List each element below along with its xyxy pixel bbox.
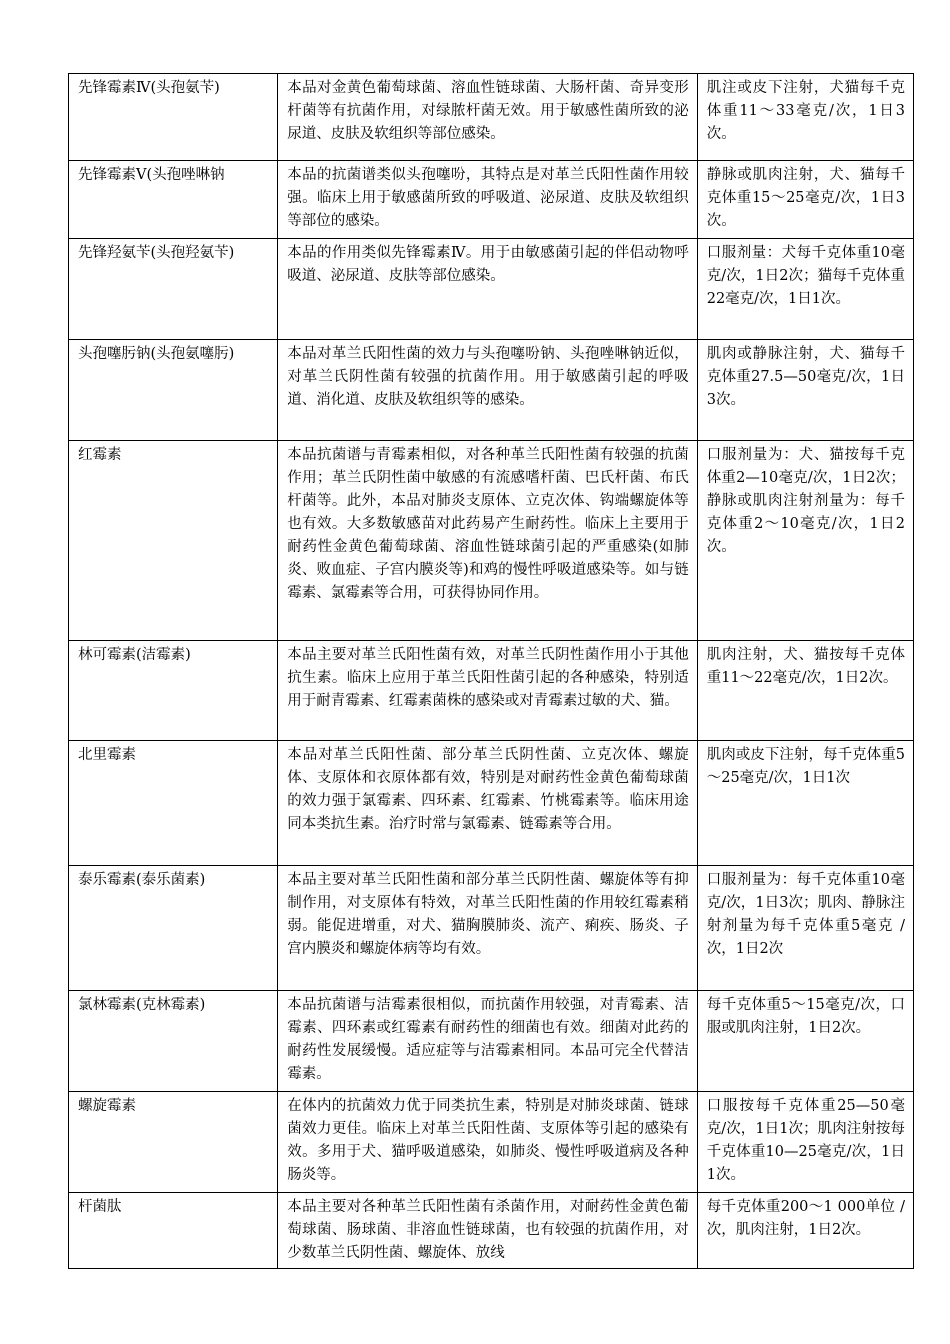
drug-dosage: 口服剂量为：犬、猫按每千克体重2—10毫克/次，1日2次；静脉或肌肉注射剂量为：每千克体重2～10毫克/次，1日2次。: [697, 441, 913, 641]
drug-description: 本品的抗菌谱类似头孢噻吩，其特点是对革兰氏阳性菌作用较强。临床上用于敏感菌所致的呼吸道、泌尿道、皮肤及软组织等部位的感染。: [278, 161, 697, 239]
drug-description: 本品对革兰氏阳性菌的效力与头孢噻吩钠、头孢唑啉钠近似，对革兰氏阴性菌有较强的抗菌作用。用于敏感菌引起的呼吸道、消化道、皮肤及软组织等的感染。: [278, 340, 697, 441]
drug-dosage: 每千克体重5～15毫克/次，口服或肌肉注射，1日2次。: [697, 991, 913, 1092]
drug-dosage: 口服剂量：犬每千克体重10毫克/次，1日2次；猫每千克体重22毫克/次，1日1次。: [697, 239, 913, 340]
drug-dosage: 肌肉注射，犬、猫按每千克体重11～22毫克/次，1日2次。: [697, 641, 913, 741]
drug-name: 杆菌肽: [69, 1193, 278, 1269]
drug-name: 泰乐霉素(泰乐菌素): [69, 866, 278, 991]
drug-dosage: 肌肉或皮下注射，每千克体重5～25毫克/次，1日1次: [697, 741, 913, 866]
table-row: [69, 74, 914, 161]
drug-description: 本品对金黄色葡萄球菌、溶血性链球菌、大肠杆菌、奇异变形杆菌等有抗菌作用，对绿脓杆菌无效。用于敏感性菌所致的泌尿道、皮肤及软组织等部位感染。: [278, 74, 697, 161]
table-row: [69, 239, 914, 340]
drug-description: 本品主要对革兰氏阳性菌和部分革兰氏阴性菌、螺旋体等有抑制作用，对支原体有特效，对革兰氏阳性菌的作用较红霉素稍弱。能促进增重，对犬、猫胸膜肺炎、流产、痢疾、肠炎、子宫内膜炎和螺旋体病等均有效。: [278, 866, 697, 991]
table-row: [69, 991, 914, 1092]
drug-description: 本品抗菌谱与洁霉素很相似，而抗菌作用较强，对青霉素、洁霉素、四环素或红霉素有耐药性的细菌也有效。细菌对此药的耐药性发展缓慢。适应症等与洁霉素相同。本品可完全代替洁霉素。: [278, 991, 697, 1092]
drug-table: [68, 73, 914, 1269]
drug-dosage: 每千克体重200～1 000单位 / 次，肌肉注射，1日2次。: [697, 1193, 913, 1269]
drug-name: 氯林霉素(克林霉素): [69, 991, 278, 1092]
drug-dosage: 口服剂量为：每千克体重10毫克/次，1日3次；肌肉、静脉注射剂量为每千克体重5毫克 / 次，1日2次: [697, 866, 913, 991]
drug-description: 在体内的抗菌效力优于同类抗生素，特别是对肺炎球菌、链球菌效力更佳。临床上对革兰氏阳性菌、支原体等引起的感染有效。多用于犬、猫呼吸道感染，如肺炎、慢性呼吸道病及各种肠炎等。: [278, 1092, 697, 1193]
drug-description: 本品抗菌谱与青霉素相似，对各种革兰氏阳性菌有较强的抗菌作用；革兰氏阴性菌中敏感的有流感嗜杆菌、巴氏杆菌、布氏杆菌等。此外，本品对肺炎支原体、立克次体、钩端螺旋体等也有效。大多数敏感苗对此药易产生耐药性。临床上主要用于耐药性金黄色葡萄球菌、溶血性链球菌引起的严重感染(如肺炎、败血症、子宫内膜炎等)和鸡的慢性呼吸道感染等。如与链霉素、氯霉素等合用，可获得协同作用。: [278, 441, 697, 641]
drug-name: 螺旋霉素: [69, 1092, 278, 1193]
drug-dosage: 口服按每千克体重25—50毫克/次，1日1次；肌肉注射按每千克体重10—25毫克/次，1日1次。: [697, 1092, 913, 1193]
table-row: [69, 161, 914, 239]
drug-name: 林可霉素(洁霉素): [69, 641, 278, 741]
drug-dosage: 肌肉或静脉注射，犬、猫每千克体重27.5—50毫克/次，1日3次。: [697, 340, 913, 441]
drug-dosage: 肌注或皮下注射，犬猫每千克体重11～33毫克/次，1日3次。: [697, 74, 913, 161]
table-row: [69, 441, 914, 641]
table-row: [69, 866, 914, 991]
drug-description: 本品对革兰氏阳性菌、部分革兰氏阴性菌、立克次体、螺旋体、支原体和衣原体都有效，特别是对耐药性金黄色葡萄球菌的效力强于氯霉素、四环素、红霉素、竹桃霉素等。临床用途同本类抗生素。治疗时常与氯霉素、链霉素等合用。: [278, 741, 697, 866]
drug-description: 本品主要对各种革兰氏阳性菌有杀菌作用，对耐药性金黄色葡萄球菌、肠球菌、非溶血性链球菌，也有较强的抗菌作用，对少数革兰氏阴性菌、螺旋体、放线: [278, 1193, 697, 1269]
table-row: [69, 641, 914, 741]
drug-name: 先锋霉素Ⅳ(头孢氨苄): [69, 74, 278, 161]
drug-name: 北里霉素: [69, 741, 278, 866]
drug-description: 本品主要对革兰氏阳性菌有效，对革兰氏阴性菌作用小于其他抗生素。临床上应用于革兰氏阳性菌引起的各种感染，特别适用于耐青霉素、红霉素菌株的感染或对青霉素过敏的犬、猫。: [278, 641, 697, 741]
table-row: [69, 1092, 914, 1193]
drug-name: 先锋羟氨苄(头孢羟氨苄): [69, 239, 278, 340]
drug-dosage: 静脉或肌肉注射，犬、猫每千克体重15～25毫克/次，1日3次。: [697, 161, 913, 239]
drug-name: 头孢噻肟钠(头孢氨噻肟): [69, 340, 278, 441]
table-row: [69, 741, 914, 866]
table-row: [69, 340, 914, 441]
drug-name: 红霉素: [69, 441, 278, 641]
drug-name: 先锋霉素Ⅴ(头孢唑啉钠: [69, 161, 278, 239]
table-row: [69, 1193, 914, 1269]
drug-description: 本品的作用类似先锋霉素Ⅳ。用于由敏感菌引起的伴侣动物呼吸道、泌尿道、皮肤等部位感染。: [278, 239, 697, 340]
